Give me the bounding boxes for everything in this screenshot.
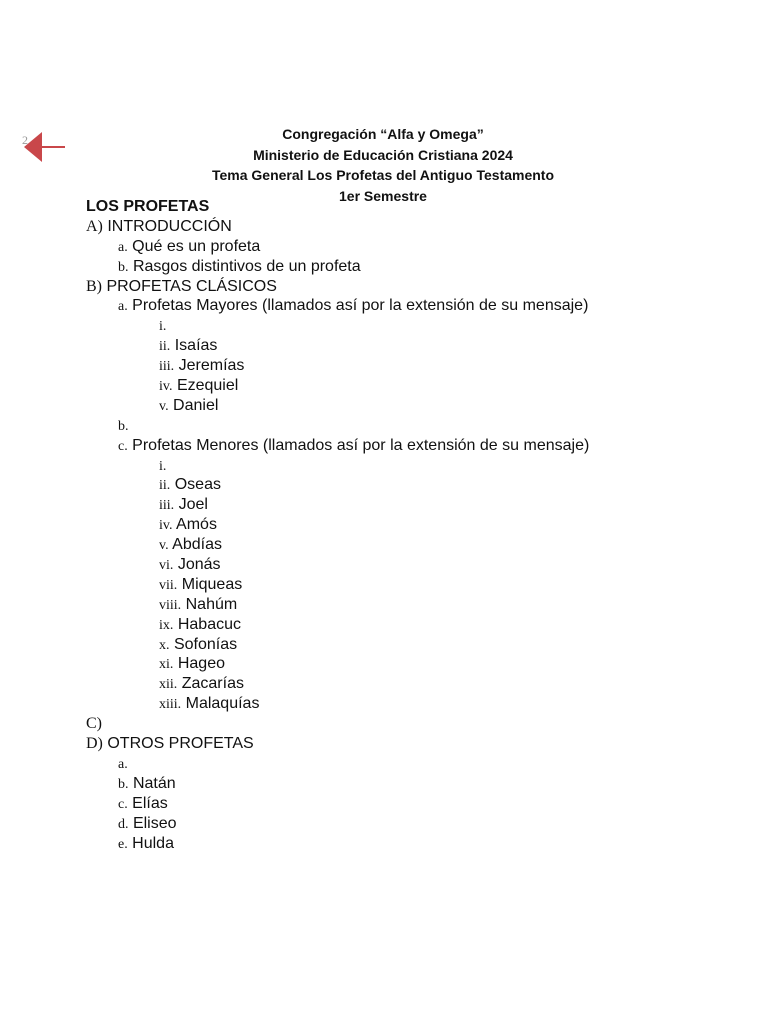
item-text: Hulda [132,834,174,852]
item-marker: a. [118,756,128,772]
item-text: Nahúm [185,595,238,613]
section-a [86,217,746,237]
list-item [86,635,746,655]
list-item [86,336,746,356]
item-text: Joel [178,496,208,514]
item-text: Jeremías [178,357,245,375]
list-item [86,416,746,436]
item-text: Daniel [173,396,219,414]
item-text: Eliseo [132,814,177,832]
list-item [86,814,746,834]
item-text: Abdías [172,536,222,554]
outline-title: LOS PROFETAS [86,198,210,215]
item-text: Amós [176,516,217,534]
item-marker: b. [118,776,129,792]
item-marker: xiii. [159,697,182,713]
section-c [86,714,746,734]
item-marker: a. [118,239,128,255]
item-marker: viii. [159,597,182,613]
list-item [86,475,746,495]
list-item [86,535,746,555]
item-marker: e. [118,836,128,852]
list-item [86,436,746,456]
list-item [86,774,746,794]
item-text: Hageo [177,655,225,673]
section-heading: OTROS PROFETAS [107,735,254,753]
item-text: Profetas Mayores (llamados así por la extensión de su mensaje) [132,297,589,315]
outline [86,197,746,853]
item-marker: ix. [159,617,174,633]
list-item [86,595,746,615]
section-heading: PROFETAS CLÁSICOS [106,277,277,295]
page-number: 2 [22,133,28,147]
item-marker: ii. [159,339,171,355]
list-item [86,515,746,535]
list-item [86,754,746,774]
list-item [86,237,746,257]
list-item [86,296,746,316]
item-text: Sofonías [173,635,238,653]
item-marker: xi. [159,657,174,673]
item-text: Isaías [174,337,218,355]
header-topic: Tema General Los Profetas del Antiguo Testamento [211,167,555,183]
document-header [0,124,768,206]
item-marker: ii. [159,478,171,494]
list-item [86,316,746,336]
item-marker: x. [159,637,170,653]
item-marker: c. [118,796,128,812]
list-item [86,674,746,694]
item-marker: vi. [159,558,174,574]
header-semester: 1er Semestre [339,187,427,204]
list-item [86,396,746,416]
item-text: Jonás [177,556,221,574]
item-text: Habacuc [177,615,241,633]
item-marker: vii. [159,577,178,593]
header-ministry: Ministerio de Educación Cristiana 2024 [253,146,513,163]
list-item [86,694,746,714]
item-marker: d. [118,816,129,832]
item-text: Miqueas [181,575,243,593]
item-marker: a. [118,299,128,315]
item-marker: iii. [159,498,175,514]
item-text: Natán [132,774,176,792]
item-marker: iv. [159,518,173,534]
item-text: Elías [132,794,168,812]
list-item [86,376,746,396]
header-congregation: Congregación “Alfa y Omega” [282,126,484,142]
list-item [86,495,746,515]
item-marker: iii. [159,359,175,375]
list-item [86,794,746,814]
item-text: Zacarías [181,675,244,693]
item-marker: iv. [159,379,173,395]
list-item [86,356,746,376]
item-marker: v. [159,398,169,414]
item-text: Rasgos distintivos de un profeta [132,257,361,275]
item-marker: xii. [159,677,178,693]
section-marker: D) [86,735,103,753]
item-text: Oseas [174,476,221,494]
list-item [86,456,746,476]
list-item [86,575,746,595]
item-text: Malaquías [185,695,260,713]
section-marker: C) [86,715,102,733]
list-item [86,555,746,575]
item-marker: v. [159,538,169,554]
item-marker: i. [159,458,167,474]
item-marker: b. [118,418,129,434]
section-heading: INTRODUCCIÓN [107,217,232,235]
section-marker: A) [86,217,103,235]
item-text: Profetas Menores (llamados así por la extensión de su mensaje) [132,436,590,454]
section-marker: B) [86,277,102,295]
list-item [86,654,746,674]
item-text: Qué es un profeta [132,237,261,255]
section-d [86,734,746,754]
item-text: Ezequiel [176,377,239,395]
list-item [86,834,746,854]
section-b [86,277,746,297]
list-item [86,257,746,277]
item-marker: b. [118,259,129,275]
item-marker: i. [159,319,167,335]
item-marker: c. [118,438,128,454]
list-item [86,615,746,635]
